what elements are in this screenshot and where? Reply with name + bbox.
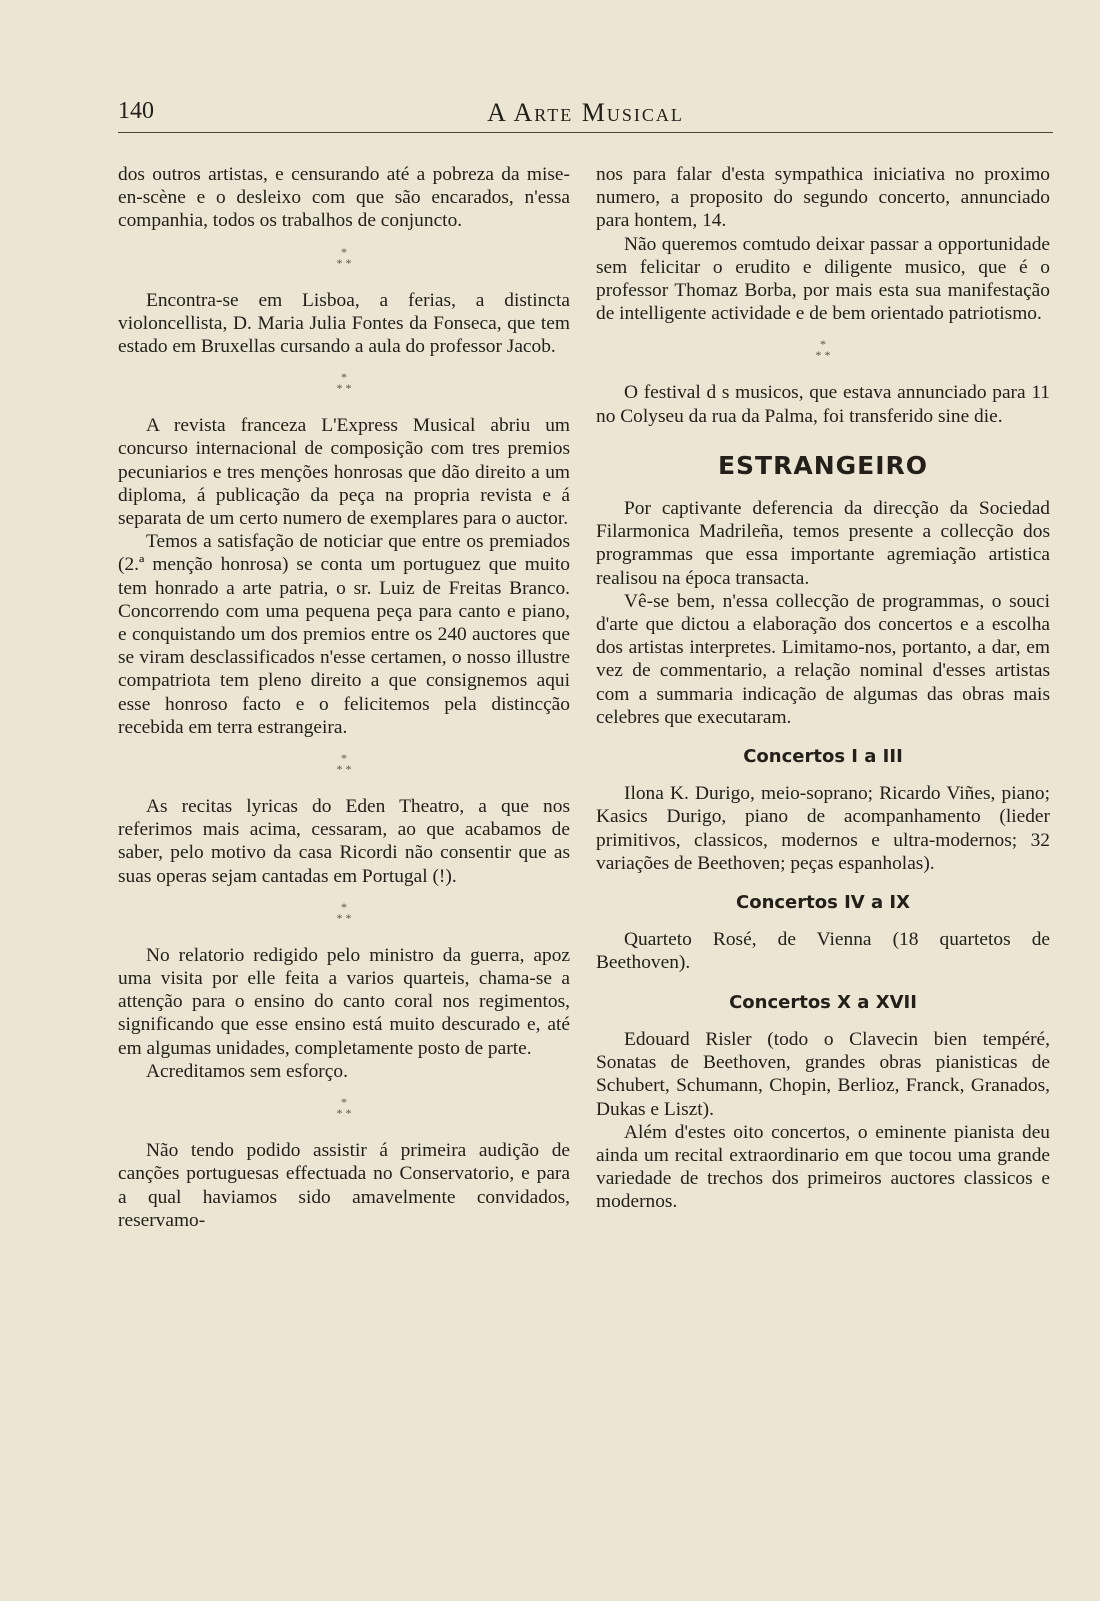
paragraph: Quarteto Rosé, de Vienna (18 quartetos de Beethoven). [596,929,1050,974]
paragraph: Não tendo podido assistir á primeira audição de canções portuguesas effectuada no Conservatorio, e para a qual haviamos sido amavelmente convidados, reservamo- [118,1140,570,1231]
subsection-heading: Concertos IV a IX [736,892,910,914]
separator-stars: * * [336,1106,352,1121]
paragraph: Acreditamos sem esforço. [146,1060,348,1082]
section-separator [118,899,570,932]
paragraph: Ilona K. Durigo, meio-soprano; Ricardo Viñes, piano; Kasics Durigo, piano de acompanhamento (lieder primitivos, classicos, modernos e ultra-modernos; 32 variações de Beethoven; peças espanholas). [596,783,1050,874]
section-separator [118,753,570,783]
subsection-heading: Concertos I a III [743,746,903,768]
separator-star: * [341,370,347,385]
separator-stars: * * [336,910,352,925]
paragraph: Edouard Risler (todo o Clavecin bien tempéré, Sonatas de Beethoven, grandes obras pianisticas de Schubert, Schumann, Chopin, Berlioz, Franck, Granados, Dukas e Liszt). [596,1028,1050,1120]
left-column [118,163,570,1232]
page-header [118,92,1053,133]
separator-star: * [341,1095,347,1110]
separator-stars: * * [336,762,352,777]
separator-stars: * * [336,255,352,270]
paragraph: A revista franceza L'Express Musical abriu um concurso internacional de composição com tres premios pecuniarios e tres menções honrosas que dão direito a um diploma, á publicação da peça na propria revista e á separata de um certo numero de exemplares para o auctor. [118,415,570,530]
running-title: A Arte Musical [487,98,684,127]
section-separator [118,1097,570,1127]
paragraph: Temos a satisfação de noticiar que entre os premiados (2.ª menção honrosa) se conta um portuguez que muito tem honrado a arte patria, o sr. Luiz de Freitas Branco. Concorrendo com uma pequena peça para canto e piano, e conquistando um dos premios entre os 240 auctores que se viram desclassificados n'esse certamen, o nosso illustre compatriota tem pleno direito a que consignemos aqui esse honroso facto e o felicitemos pela distincção recebida em terra estrangeira. [118,531,570,738]
paragraph: Encontra-se em Lisboa, a ferias, a distincta violoncellista, D. Maria Julia Fontes da Fonseca, que tem estado em Bruxellas cursando a aula do professor Jacob. [118,289,570,358]
separator-stars: * * [815,348,831,363]
page-number: 140 [118,98,154,124]
separator-stars: * * [336,381,352,396]
separator-star: * [341,899,347,914]
paragraph: Por captivante deferencia da direcção da Sociedad Filarmonica Madrileña, temos presente a collecção dos programmas que essa importante agremiação artistica realisou na época transacta. [596,498,1050,589]
right-column [596,163,1050,1214]
paragraph: O festival d s musicos, que estava annunciado para 11 no Colyseu da rua da Palma, foi transferido sine die. [596,382,1050,427]
separator-star: * [341,751,347,766]
separator-star: * [341,244,347,259]
separator-star: * [820,337,826,352]
paragraph: Além d'estes oito concertos, o eminente pianista deu ainda um recital extraordinario em que tocou uma grande variedade de trechos dos primeiros auctores classicos e modernos. [596,1121,1050,1213]
subsection-heading: Concertos X a XVII [729,991,917,1013]
paragraph: dos outros artistas, e censurando até a pobreza da mise-en-scène e o desleixo com que são encarados, n'essa companhia, todos os trabalhos de conjuncto. [118,164,570,232]
paragraph: As recitas lyricas do Eden Theatro, a que nos referimos mais acima, cessaram, ao que acabamos de saber, pelo motivo da casa Ricordi não consentir que as suas operas sejam cantadas em Portugal (!). [118,796,570,887]
paragraph: Não queremos comtudo deixar passar a opportunidade sem felicitar o erudito e diligente musico, que é o professor Thomaz Borba, por mais esta sua manifestação de intelligente actividade e de bem orientado patriotismo. [596,233,1050,325]
paragraph: Vê-se bem, n'essa collecção de programmas, o souci d'arte que dictou a elaboração dos concertos e a escolha dos artistas interpretes. Limitamo-nos, portanto, a dar, em vez de commentario, a relação nominal d'esses artistas com a summaria indicação de algumas das obras mais celebres que executaram. [596,590,1050,728]
paragraph: nos para falar d'esta sympathica iniciativa no proximo numero, a proposito do segundo concerto, annunciado para hontem, 14. [596,164,1050,232]
section-separator [596,339,1050,369]
section-separator [118,244,570,277]
section-separator [118,372,570,402]
paragraph: No relatorio redigido pelo ministro da guerra, apoz uma visita por elle feita a varios quarteis, chama-se a attenção para o ensino do canto coral nos regimentos, significando que esse ensino está muito descurado e, até em algumas unidades, completamente posto de parte. [118,944,570,1059]
section-heading: ESTRANGEIRO [717,450,929,480]
